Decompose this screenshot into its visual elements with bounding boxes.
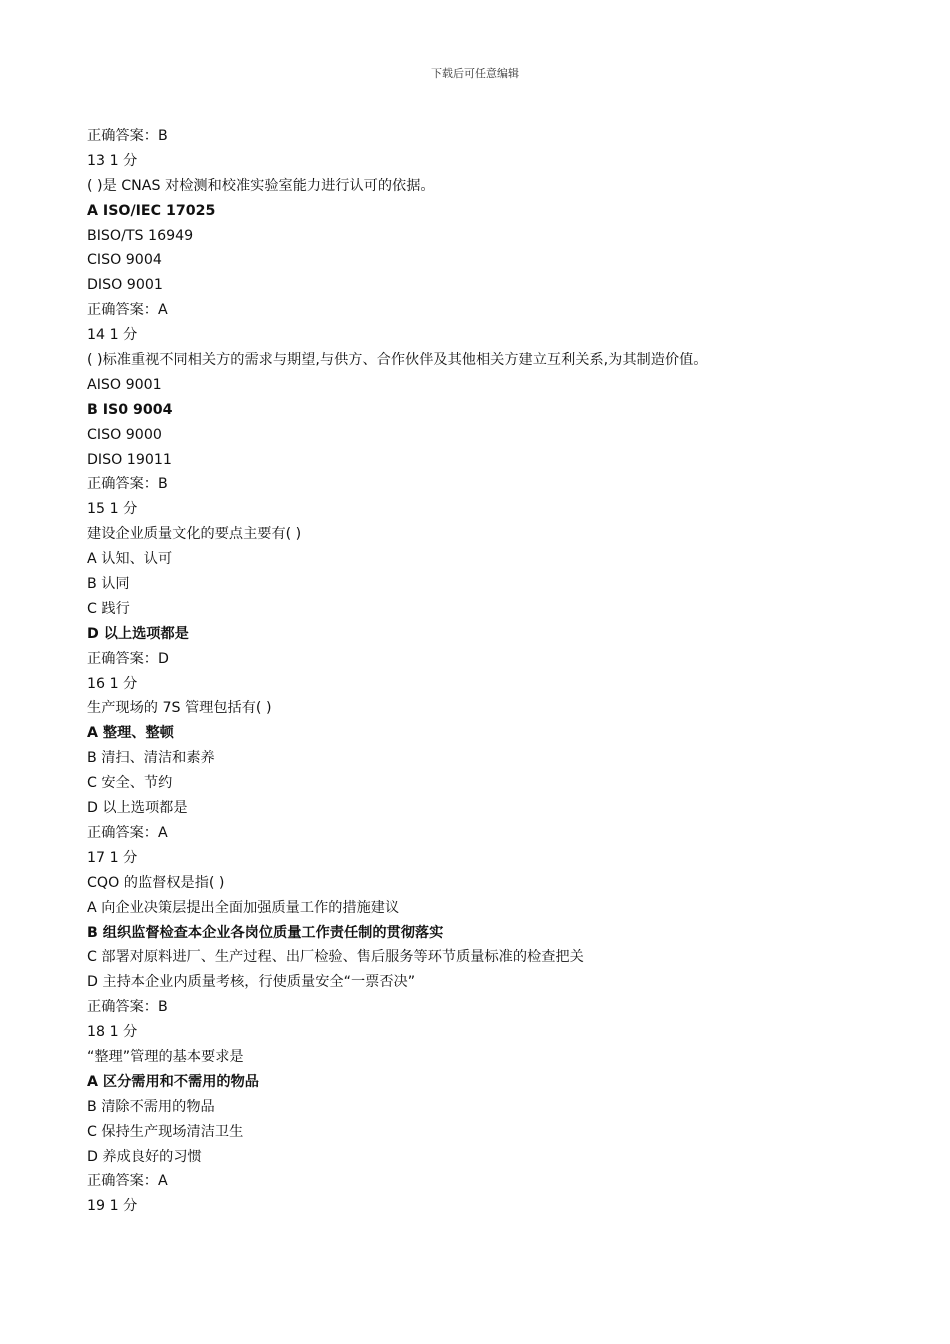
text-line: A ISO/IEC 17025 [87,202,216,219]
text-line: D 养成良好的习惯 [87,1148,202,1165]
text-line: 正确答案：B [87,476,168,493]
text-line: CISO 9000 [87,426,162,443]
text-line: A 认知、认可 [87,551,173,568]
text-line: “整理”管理的基本要求是 [87,1048,244,1065]
text-line: 正确答案：D [87,650,169,667]
text-line: 18 1 分 [87,1024,138,1041]
text-line: C 保持生产现场清洁卫生 [87,1123,244,1140]
text-line: ( )是 CNAS 对检测和校准实验室能力进行认可的依据。 [87,177,435,194]
text-line: A 向企业决策层提出全面加强质量工作的措施建议 [87,899,400,916]
text-line: D 以上选项都是 [87,800,188,817]
text-line: 正确答案：B [87,128,168,144]
document-body [87,124,887,1219]
text-line: B IS0 9004 [87,401,173,418]
text-line: B 清扫、清洁和素养 [87,750,215,767]
text-line: 15 1 分 [87,501,138,518]
text-line: CISO 9004 [87,252,162,269]
text-line: B 认同 [87,576,130,593]
text-line: 14 1 分 [87,327,138,344]
text-line: CQO 的监督权是指( ) [87,874,225,891]
text-line: D 以上选项都是 [87,625,189,642]
text-line: C 安全、节约 [87,775,173,792]
text-line: 建设企业质量文化的要点主要有( ) [87,526,302,543]
text-line: A 整理、整顿 [87,725,174,742]
text-line: C 践行 [87,600,130,617]
text-line: 生产现场的 7S 管理包括有( ) [87,700,272,717]
text-line: ( )标准重视不同相关方的需求与期望,与供方、合作伙伴及其他相关方建立互利关系,为其制造价值。 [87,352,708,369]
text-line: B 清除不需用的物品 [87,1098,215,1115]
text-line: A 区分需用和不需用的物品 [87,1073,259,1090]
text-line: BISO/TS 16949 [87,227,194,244]
text-line: DISO 9001 [87,277,163,294]
text-line: C 部署对原料进厂、生产过程、出厂检验、售后服务等环节质量标准的检查把关 [87,949,584,966]
text-line: 13 1 分 [87,152,138,169]
text-line: D 主持本企业内质量考核，行使质量安全“一票否决” [87,974,416,991]
text-line: 正确答案：A [87,824,168,841]
text-line: 正确答案：A [87,302,168,319]
text-line: 17 1 分 [87,849,138,866]
text-line: AISO 9001 [87,376,162,393]
page-header: 下载后可任意编辑 [431,67,519,80]
text-line: 19 1 分 [87,1198,138,1215]
text-line: 正确答案：A [87,1173,168,1190]
text-line: 16 1 分 [87,675,138,692]
text-line: 正确答案：B [87,999,168,1016]
text-line: B 组织监督检查本企业各岗位质量工作责任制的贯彻落实 [87,924,444,941]
text-line: DISO 19011 [87,451,172,468]
